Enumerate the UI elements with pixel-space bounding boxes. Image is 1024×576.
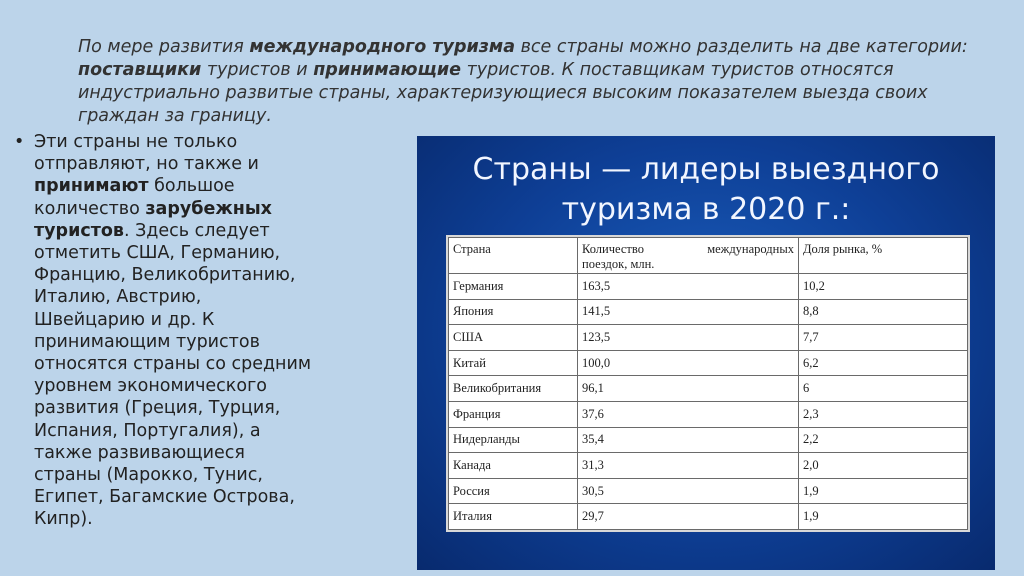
table-row (449, 299, 968, 325)
table-row (449, 325, 968, 351)
cell-trips: 29,7 (578, 504, 799, 530)
cell-share: 8,8 (799, 299, 968, 325)
cell-trips: 100,0 (578, 350, 799, 376)
table-row (449, 274, 968, 300)
cell-share: 2,3 (799, 401, 968, 427)
cell-trips: 163,5 (578, 274, 799, 300)
table-row (449, 376, 968, 402)
cell-country: Россия (449, 478, 578, 504)
cell-share: 2,0 (799, 453, 968, 479)
cell-trips: 30,5 (578, 478, 799, 504)
cell-country: Канада (449, 453, 578, 479)
panel-title (417, 150, 995, 230)
cell-share: 1,9 (799, 504, 968, 530)
header-share: Доля рынка, % (799, 238, 968, 274)
intro-text: туристов. К поставщикам туристов относятся индустриально развитые страны, характеризующиеся высоким показателем выезда своих граждан за границу. (78, 60, 928, 126)
table-image-panel (417, 136, 995, 570)
table-row (449, 401, 968, 427)
leaders-table-frame (446, 235, 970, 532)
intro-paragraph (78, 36, 983, 128)
bullet-bold-term: зарубежных туристов (34, 198, 272, 241)
bullet-text-span: Эти страны не только отправляют, но также и (34, 132, 259, 175)
cell-country: Италия (449, 504, 578, 530)
table-row (449, 350, 968, 376)
cell-trips: 37,6 (578, 401, 799, 427)
cell-share: 6 (799, 376, 968, 402)
header-trips-word: международных (707, 242, 794, 256)
intro-bold-term: поставщики (78, 60, 202, 80)
bullet-text (34, 131, 314, 531)
intro-text: туристов и (201, 60, 314, 80)
header-country: Страна (449, 238, 578, 274)
cell-trips: 35,4 (578, 427, 799, 453)
intro-bold-term: принимающие (313, 60, 462, 80)
cell-share: 6,2 (799, 350, 968, 376)
cell-country: Франция (449, 401, 578, 427)
bullet-item (14, 131, 314, 531)
panel-title-line: туризма в 2020 г.: (561, 192, 851, 227)
cell-share: 2,2 (799, 427, 968, 453)
cell-share: 7,7 (799, 325, 968, 351)
table-body (449, 274, 968, 530)
cell-share: 10,2 (799, 274, 968, 300)
table-row (449, 453, 968, 479)
cell-country: США (449, 325, 578, 351)
cell-country: Япония (449, 299, 578, 325)
table-header-row (449, 238, 968, 274)
header-trips-word: Количество (582, 242, 644, 256)
panel-title-line: Страны — лидеры выездного (472, 152, 940, 187)
cell-trips: 31,3 (578, 453, 799, 479)
cell-country: Великобритания (449, 376, 578, 402)
cell-trips: 96,1 (578, 376, 799, 402)
cell-country: Китай (449, 350, 578, 376)
intro-bold-term: международного туризма (249, 37, 516, 57)
cell-country: Нидерланды (449, 427, 578, 453)
cell-share: 1,9 (799, 478, 968, 504)
bullet-bold-term: принимают (34, 176, 149, 197)
bullet-text-span: большое количество (34, 176, 235, 219)
intro-text: все страны можно разделить на две категории: (515, 37, 968, 57)
leaders-table (448, 237, 968, 530)
bullet-text-span: . Здесь следует отметить США, Германию, Францию, Великобританию, Италию, Австрию, Швейцарию и др. К принимающим туристов относятся страны со средним уровнем экономического развития (Греция, Турция, Испания, Португалия), а также развивающиеся страны (Марокко, Тунис, Египет, Багамские Острова, Кипр). (34, 220, 312, 530)
cell-trips: 141,5 (578, 299, 799, 325)
bullet-marker: • (14, 132, 25, 152)
header-trips-line: поездок, млн. (582, 257, 655, 271)
intro-text: По мере развития (78, 37, 250, 57)
header-trips (578, 238, 799, 274)
cell-trips: 123,5 (578, 325, 799, 351)
table-row (449, 427, 968, 453)
table-row (449, 504, 968, 530)
table-row (449, 478, 968, 504)
cell-country: Германия (449, 274, 578, 300)
